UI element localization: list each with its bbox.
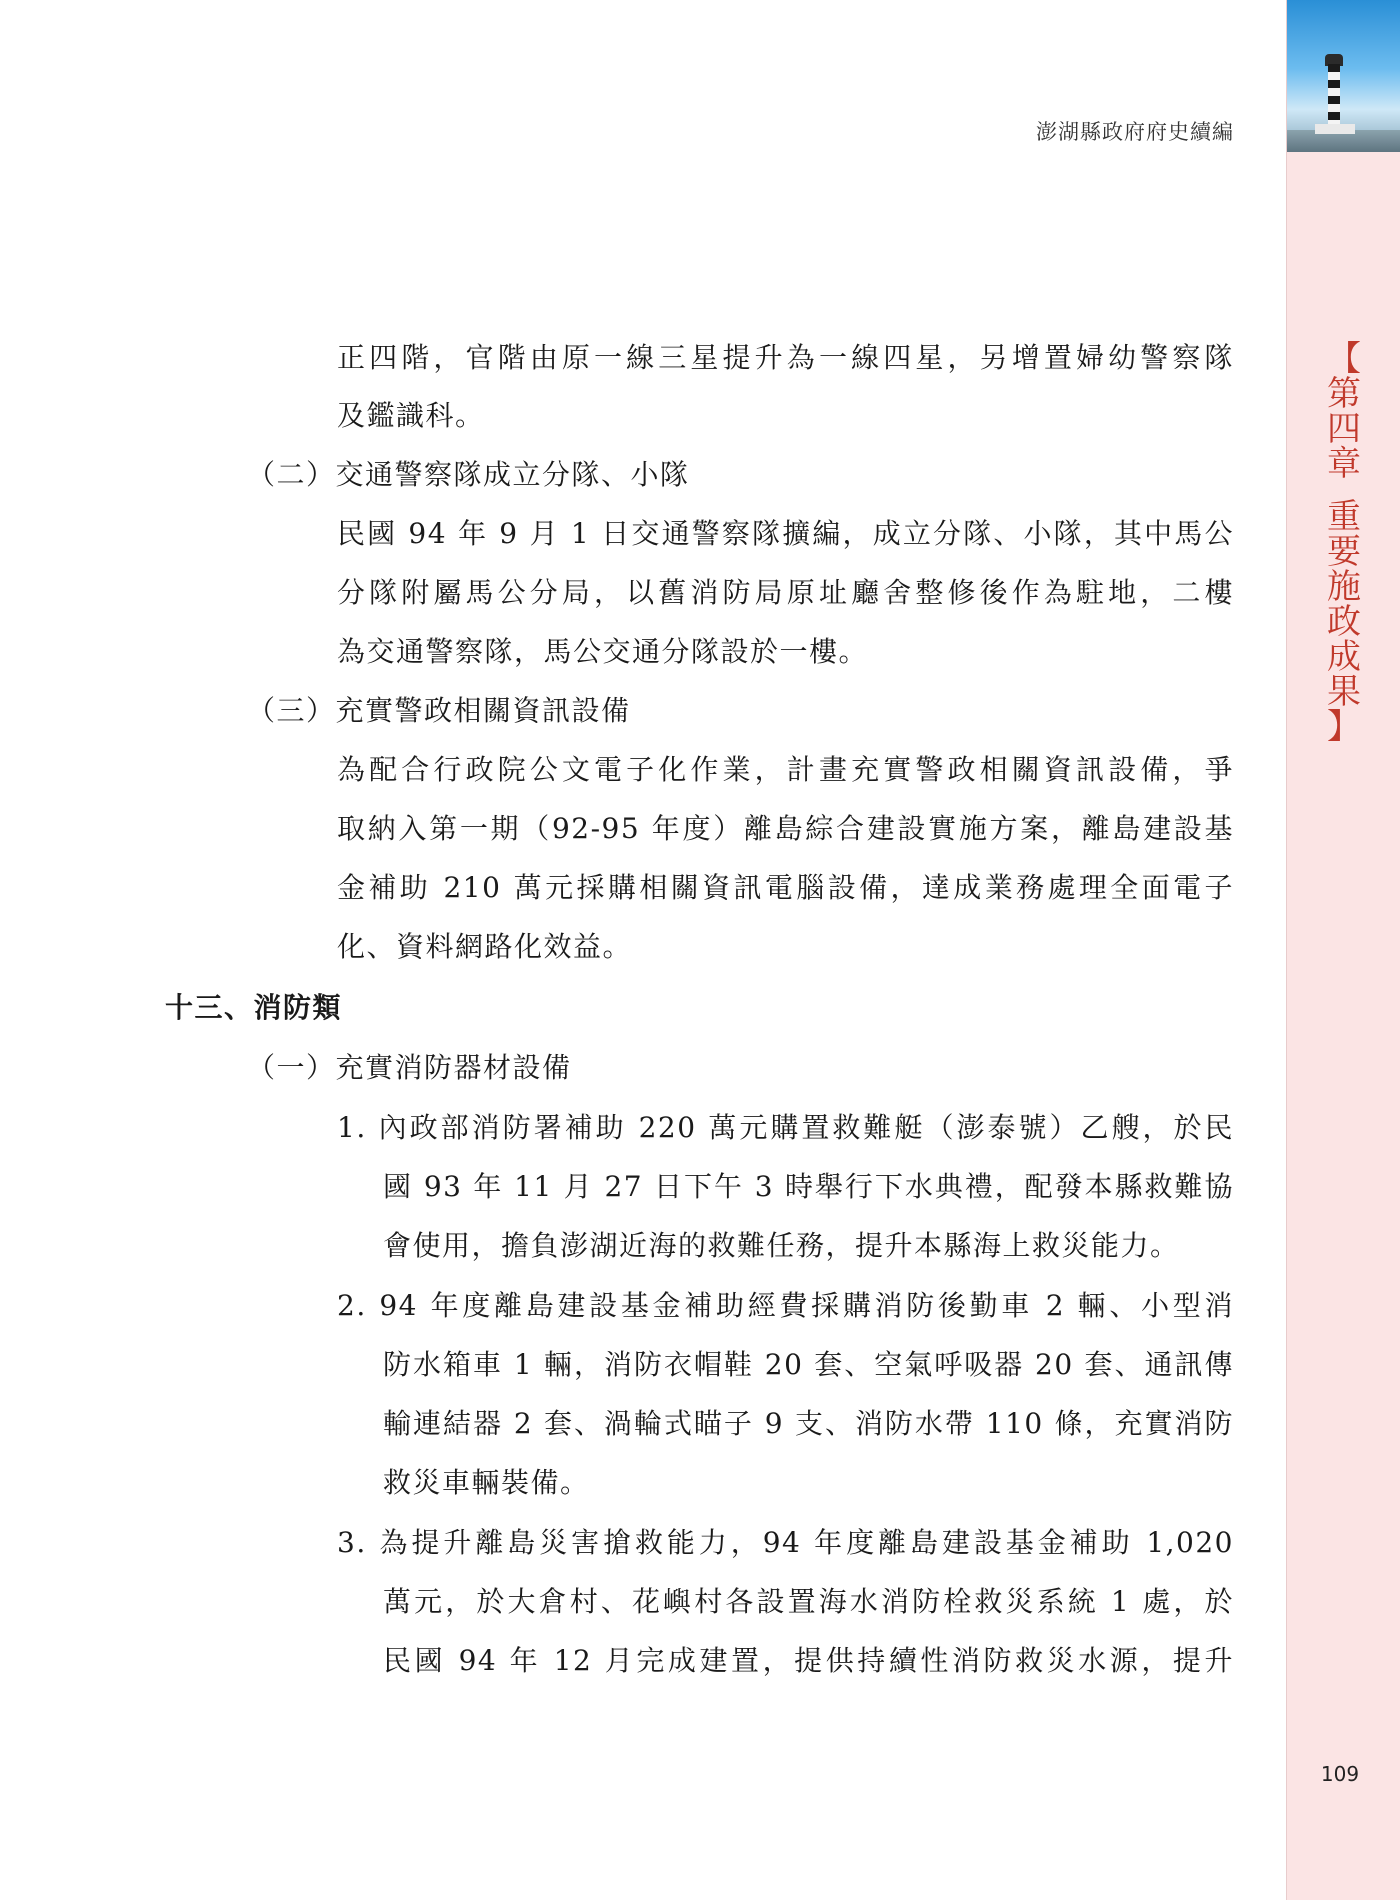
paragraph-line: 為交通警察隊，馬公交通分隊設於一樓。 [337, 635, 869, 668]
chapter-char: 第 [1327, 374, 1361, 414]
list-item-line: 萬元，於大倉村、花嶼村各設置海水消防栓救災系統 1 處，於 [383, 1585, 1234, 1618]
chapter-char: 成 [1327, 637, 1361, 677]
list-item-line: 3. 為提升離島災害搶救能力，94 年度離島建設基金補助 1,020 [337, 1526, 1234, 1559]
paragraph-line: 分隊附屬馬公分局，以舊消防局原址廳舍整修後作為駐地，二樓 [337, 576, 1234, 609]
chapter-char: 施 [1327, 567, 1361, 607]
list-item-line: 國 93 年 11 月 27 日下午 3 時舉行下水典禮，配發本縣救難協 [383, 1170, 1234, 1203]
page-number: 109 [1320, 1762, 1360, 1786]
list-item-line: 防水箱車 1 輛，消防衣帽鞋 20 套、空氣呼吸器 20 套、通訊傳 [383, 1348, 1234, 1381]
paragraph-line: 化、資料網路化效益。 [337, 930, 633, 963]
chapter-tab [1287, 339, 1400, 747]
subsection-heading: （二）交通警察隊成立分隊、小隊 [247, 458, 690, 491]
list-item-line: 救災車輛裝備。 [383, 1466, 590, 1499]
subsection-heading: （三）充實警政相關資訊設備 [247, 694, 631, 727]
chapter-char: 】 [1327, 707, 1361, 747]
subsection-heading: （一）充實消防器材設備 [247, 1051, 572, 1084]
chapter-char: 要 [1327, 532, 1361, 572]
chapter-sidebar [1286, 0, 1400, 1900]
list-item-line: 民國 94 年 12 月完成建置，提供持續性消防救災水源，提升 [383, 1644, 1234, 1677]
list-item-line: 2. 94 年度離島建設基金補助經費採購消防後勤車 2 輛、小型消 [337, 1289, 1234, 1322]
list-item-line: 1. 內政部消防署補助 220 萬元購置救難艇（澎泰號）乙艘，於民 [337, 1111, 1234, 1144]
paragraph-line: 正四階，官階由原一線三星提升為一線四星，另增置婦幼警察隊 [337, 341, 1234, 374]
chapter-char: 章 [1327, 444, 1361, 484]
paragraph-line: 為配合行政院公文電子化作業，計畫充實警政相關資訊設備，爭 [337, 753, 1234, 786]
chapter-char: 政 [1327, 602, 1361, 642]
running-header: 澎湖縣政府府史續編 [1036, 120, 1234, 144]
section-heading: 十三、消防類 [165, 991, 343, 1024]
paragraph-line: 及鑑識科。 [337, 399, 485, 432]
paragraph-line: 民國 94 年 9 月 1 日交通警察隊擴編，成立分隊、小隊，其中馬公 [337, 517, 1234, 550]
chapter-char: 【 [1327, 339, 1361, 379]
chapter-char: 果 [1327, 672, 1361, 712]
chapter-char: 四 [1327, 409, 1361, 449]
list-item-line: 會使用，擔負澎湖近海的救難任務，提升本縣海上救災能力。 [383, 1229, 1180, 1262]
chapter-char: 重 [1327, 497, 1361, 537]
paragraph-line: 取納入第一期（92-95 年度）離島綜合建設實施方案，離島建設基 [337, 812, 1234, 845]
paragraph-line: 金補助 210 萬元採購相關資訊電腦設備，達成業務處理全面電子 [337, 871, 1234, 904]
list-item-line: 輸連結器 2 套、渦輪式瞄子 9 支、消防水帶 110 條，充實消防 [383, 1407, 1234, 1440]
lighthouse-photo [1287, 0, 1400, 152]
